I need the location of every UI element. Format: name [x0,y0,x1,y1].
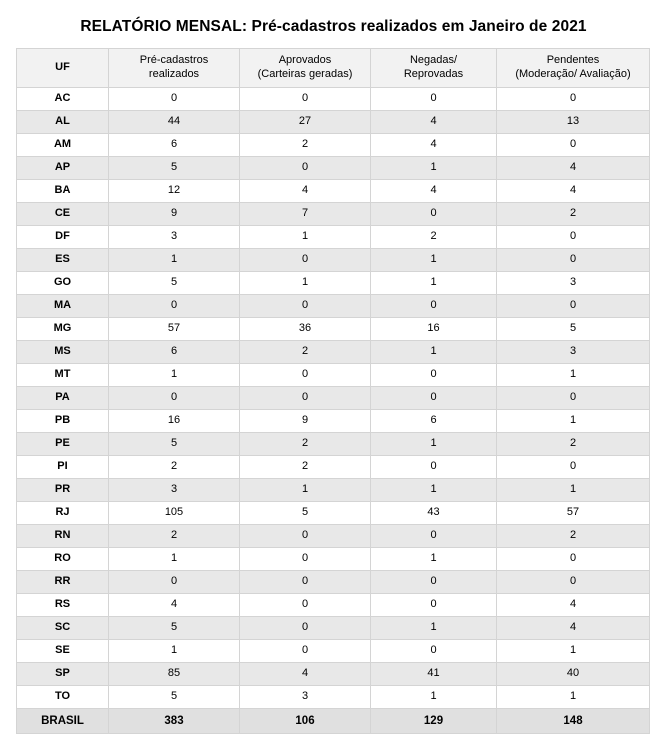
cell-aprovados: 9 [240,410,371,433]
cell-uf: RO [17,548,109,571]
cell-pre_cadastros: 9 [109,203,240,226]
cell-pre_cadastros: 1 [109,249,240,272]
cell-aprovados: 1 [240,272,371,295]
cell-aprovados: 2 [240,456,371,479]
table-body [17,88,650,734]
cell-pre_cadastros: 3 [109,226,240,249]
cell-pendentes: 4 [497,180,650,203]
cell-negadas: 0 [371,295,497,318]
cell-aprovados: 0 [240,594,371,617]
cell-aprovados: 1 [240,226,371,249]
column-header-pendentes [497,49,650,88]
column-header-line: Negadas/ [409,54,458,67]
cell-aprovados: 0 [240,249,371,272]
table-row [17,686,650,709]
cell-pendentes: 4 [497,617,650,640]
cell-aprovados: 27 [240,111,371,134]
cell-pre_cadastros: 2 [109,456,240,479]
cell-aprovados: 2 [240,433,371,456]
cell-pendentes: 4 [497,594,650,617]
cell-negadas: 0 [371,203,497,226]
table-row [17,364,650,387]
column-header-aprovados [240,49,371,88]
column-header-line: (Moderação/ Avaliação) [515,68,631,80]
cell-pendentes: 1 [497,410,650,433]
table-row [17,640,650,663]
cell-pre_cadastros: 6 [109,134,240,157]
cell-pendentes: 0 [497,387,650,410]
cell-uf: GO [17,272,109,295]
table-header [17,49,650,88]
cell-negadas: 4 [371,180,497,203]
cell-uf: SC [17,617,109,640]
cell-aprovados: 0 [240,387,371,410]
cell-pre_cadastros: 2 [109,525,240,548]
cell-pre_cadastros: 85 [109,663,240,686]
table-row [17,226,650,249]
cell-aprovados: 4 [240,180,371,203]
cell-pre_cadastros: 16 [109,410,240,433]
column-header-line: realizados [148,68,200,80]
cell-aprovados: 1 [240,479,371,502]
cell-pre_cadastros: 3 [109,479,240,502]
cell-uf: SP [17,663,109,686]
table-row [17,594,650,617]
cell-pendentes: 40 [497,663,650,686]
cell-negadas: 0 [371,571,497,594]
cell-pre_cadastros: 44 [109,111,240,134]
cell-pre_cadastros: 0 [109,571,240,594]
cell-pre_cadastros: 5 [109,617,240,640]
cell-pendentes: 13 [497,111,650,134]
table-row [17,157,650,180]
table-row [17,571,650,594]
cell-negadas: 1 [371,548,497,571]
cell-aprovados: 36 [240,318,371,341]
cell-negadas: 1 [371,479,497,502]
cell-pendentes: 0 [497,548,650,571]
cell-uf: MG [17,318,109,341]
cell-pendentes: 0 [497,295,650,318]
column-header-pre_cadastros [109,49,240,88]
cell-negadas: 41 [371,663,497,686]
cell-pendentes: 4 [497,157,650,180]
cell-negadas: 1 [371,617,497,640]
table-row [17,134,650,157]
cell-pendentes: 2 [497,525,650,548]
cell-negadas: 4 [371,111,497,134]
cell-pre_cadastros: 5 [109,686,240,709]
column-header-line: (Carteiras geradas) [257,68,353,80]
total-cell-pre_cadastros: 383 [109,709,240,734]
cell-negadas: 1 [371,272,497,295]
cell-negadas: 1 [371,157,497,180]
cell-uf: RJ [17,502,109,525]
cell-uf: CE [17,203,109,226]
cell-pendentes: 0 [497,571,650,594]
cell-aprovados: 5 [240,502,371,525]
cell-uf: PR [17,479,109,502]
cell-pendentes: 0 [497,88,650,111]
cell-uf: PE [17,433,109,456]
column-header-uf [17,49,109,88]
cell-aprovados: 2 [240,341,371,364]
total-cell-pendentes: 148 [497,709,650,734]
table-row [17,502,650,525]
cell-pre_cadastros: 5 [109,433,240,456]
cell-aprovados: 7 [240,203,371,226]
table-row [17,525,650,548]
cell-aprovados: 0 [240,571,371,594]
cell-aprovados: 0 [240,525,371,548]
cell-pre_cadastros: 57 [109,318,240,341]
cell-uf: PA [17,387,109,410]
cell-negadas: 0 [371,387,497,410]
cell-aprovados: 0 [240,364,371,387]
cell-negadas: 0 [371,456,497,479]
table-row [17,663,650,686]
cell-pre_cadastros: 1 [109,640,240,663]
cell-negadas: 4 [371,134,497,157]
cell-pre_cadastros: 0 [109,387,240,410]
cell-pendentes: 57 [497,502,650,525]
cell-negadas: 1 [371,249,497,272]
cell-pendentes: 3 [497,272,650,295]
cell-uf: MS [17,341,109,364]
cell-pendentes: 0 [497,249,650,272]
cell-aprovados: 0 [240,548,371,571]
cell-negadas: 0 [371,525,497,548]
pre-cadastros-table [16,48,650,734]
cell-pendentes: 2 [497,203,650,226]
cell-aprovados: 0 [240,295,371,318]
table-row [17,88,650,111]
total-cell-negadas: 129 [371,709,497,734]
table-row [17,479,650,502]
table-row [17,410,650,433]
cell-aprovados: 0 [240,617,371,640]
table-row [17,318,650,341]
table-row [17,203,650,226]
cell-pendentes: 0 [497,456,650,479]
total-cell-aprovados: 106 [240,709,371,734]
cell-pre_cadastros: 1 [109,364,240,387]
cell-negadas: 0 [371,640,497,663]
cell-aprovados: 0 [240,640,371,663]
cell-uf: RS [17,594,109,617]
cell-pre_cadastros: 12 [109,180,240,203]
cell-pendentes: 0 [497,134,650,157]
cell-uf: AP [17,157,109,180]
cell-pre_cadastros: 5 [109,157,240,180]
cell-aprovados: 2 [240,134,371,157]
column-header-line: Pendentes [546,54,600,67]
column-header-line: UF [55,61,70,74]
cell-uf: MA [17,295,109,318]
column-header-line: Reprovadas [403,68,464,80]
cell-pendentes: 1 [497,479,650,502]
table-row [17,341,650,364]
table-row [17,387,650,410]
cell-pre_cadastros: 0 [109,295,240,318]
cell-negadas: 1 [371,433,497,456]
column-header-line: Aprovados [278,54,332,67]
cell-uf: TO [17,686,109,709]
column-header-line: Pré-cadastros [139,54,209,67]
cell-uf: MT [17,364,109,387]
table-row [17,249,650,272]
cell-aprovados: 3 [240,686,371,709]
cell-uf: AM [17,134,109,157]
cell-pendentes: 3 [497,341,650,364]
cell-pendentes: 1 [497,640,650,663]
table-row [17,272,650,295]
cell-negadas: 0 [371,88,497,111]
cell-pre_cadastros: 4 [109,594,240,617]
cell-pendentes: 1 [497,364,650,387]
cell-negadas: 0 [371,364,497,387]
cell-pre_cadastros: 1 [109,548,240,571]
table-row [17,617,650,640]
cell-uf: SE [17,640,109,663]
page-title: RELATÓRIO MENSAL: Pré-cadastros realizados em Janeiro de 2021 [80,18,587,35]
cell-aprovados: 0 [240,157,371,180]
cell-uf: AL [17,111,109,134]
cell-pendentes: 0 [497,226,650,249]
cell-negadas: 0 [371,594,497,617]
cell-uf: DF [17,226,109,249]
cell-negadas: 43 [371,502,497,525]
table-row [17,111,650,134]
cell-pre_cadastros: 0 [109,88,240,111]
table-row [17,548,650,571]
cell-uf: AC [17,88,109,111]
column-header-negadas [371,49,497,88]
cell-negadas: 1 [371,341,497,364]
cell-pre_cadastros: 105 [109,502,240,525]
cell-negadas: 1 [371,686,497,709]
cell-uf: ES [17,249,109,272]
cell-uf: PB [17,410,109,433]
cell-pre_cadastros: 5 [109,272,240,295]
table-header-row [17,49,650,88]
cell-uf: PI [17,456,109,479]
cell-pendentes: 1 [497,686,650,709]
cell-pendentes: 2 [497,433,650,456]
cell-negadas: 2 [371,226,497,249]
cell-uf: BA [17,180,109,203]
cell-uf: RR [17,571,109,594]
total-cell-uf: BRASIL [17,709,109,734]
cell-negadas: 6 [371,410,497,433]
cell-uf: RN [17,525,109,548]
cell-aprovados: 0 [240,88,371,111]
table-row [17,456,650,479]
table-row [17,180,650,203]
cell-negadas: 16 [371,318,497,341]
cell-aprovados: 4 [240,663,371,686]
cell-pendentes: 5 [497,318,650,341]
table-row [17,295,650,318]
cell-pre_cadastros: 6 [109,341,240,364]
table-row [17,433,650,456]
